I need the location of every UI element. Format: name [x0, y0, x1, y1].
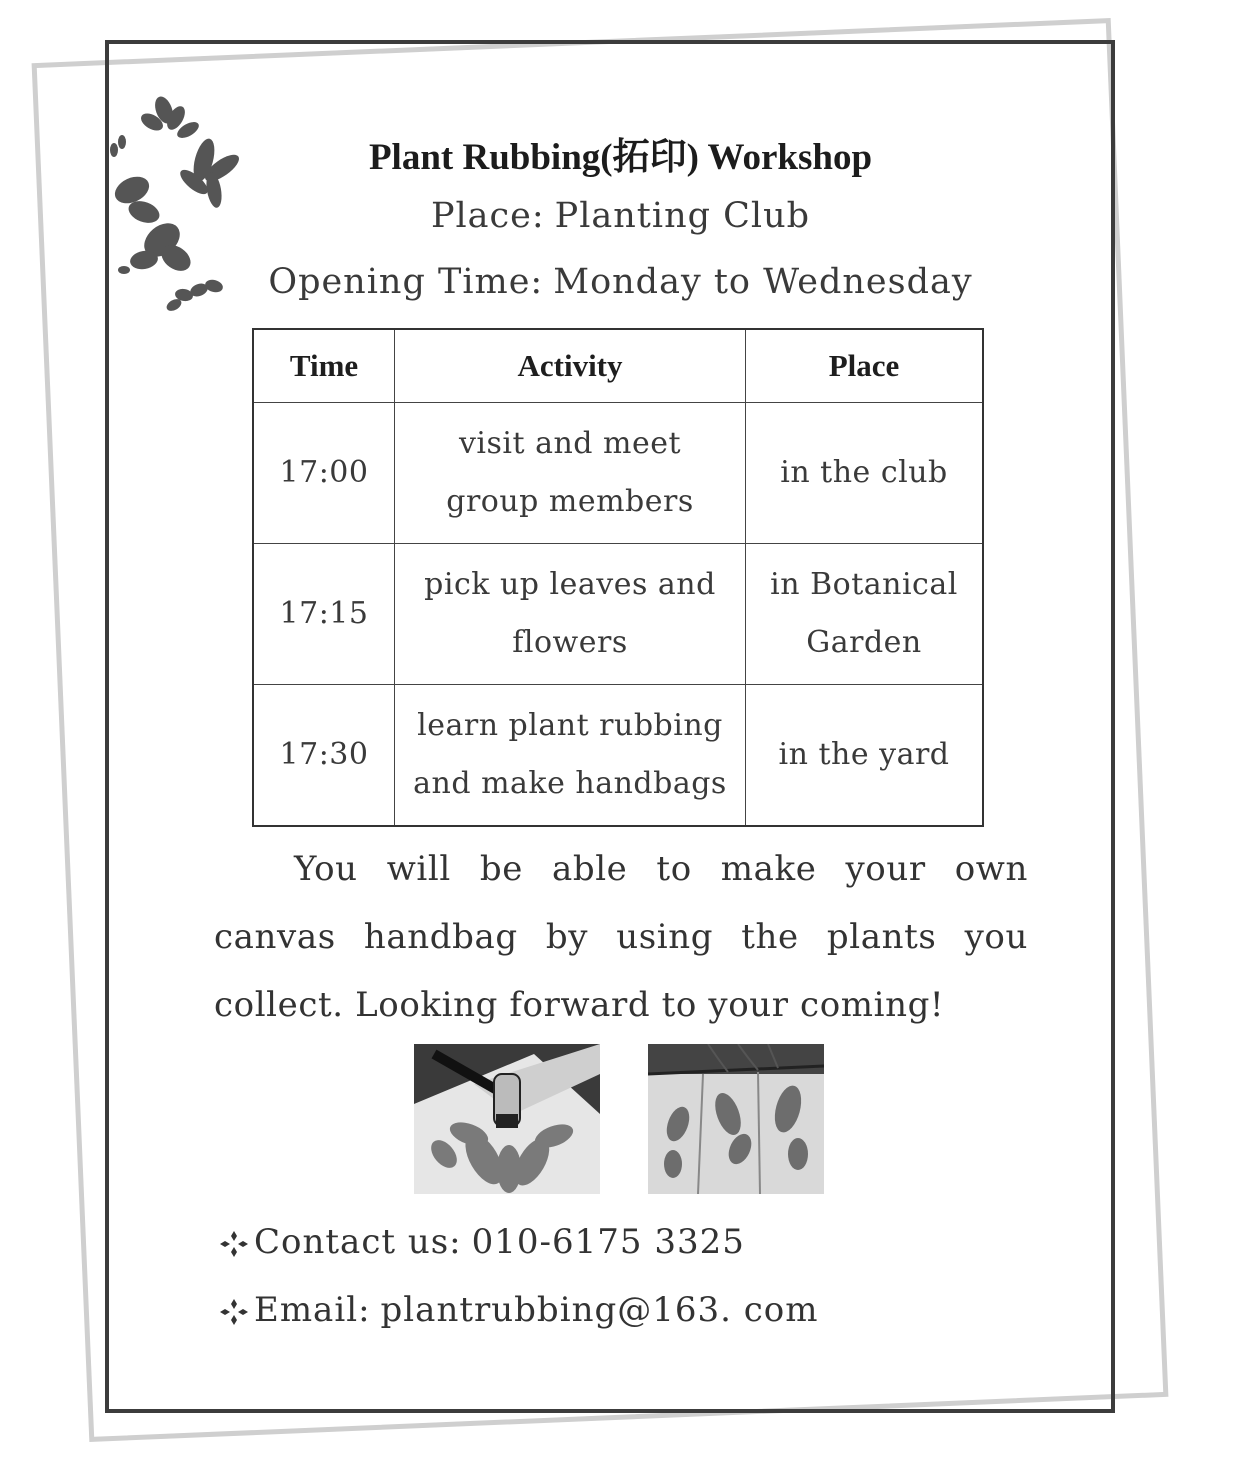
opening-value: Monday to Wednesday: [553, 262, 973, 302]
row-activity: [395, 685, 746, 827]
place-cell-line: in Botanical: [770, 567, 958, 602]
activity-line: learn plant rubbing: [417, 708, 723, 743]
description-paragraph: You will be able to make your own canvas handbag by using the plants you collect. Looking forward to your coming!: [214, 849, 1028, 1025]
row-activity: [395, 403, 746, 544]
row-place: [746, 685, 984, 827]
opening-label: Opening Time:: [268, 262, 544, 302]
handbags-photo: [648, 1044, 824, 1194]
opening-time-line: [0, 262, 1241, 302]
table-row: [253, 544, 983, 685]
page-title: Plant Rubbing(拓印) Workshop: [368, 137, 873, 178]
place-cell-line: Garden: [806, 625, 922, 660]
rubbing-photo: [414, 1044, 600, 1194]
row-time: 17:00: [253, 403, 395, 544]
contact-phone: 010-6175 3325: [471, 1222, 745, 1262]
contact-phone-line: [216, 1222, 745, 1262]
activity-line: pick up leaves and: [424, 567, 716, 602]
header-place: Place: [746, 329, 984, 403]
header-time: Time: [253, 329, 395, 403]
activity-line: group members: [446, 484, 694, 519]
contact-email-line: [216, 1290, 819, 1330]
place-value: Planting Club: [554, 196, 811, 236]
row-activity: [395, 544, 746, 685]
four-dots-icon: [216, 1229, 252, 1259]
email-label: Email:: [254, 1290, 371, 1330]
table-row: [253, 403, 983, 544]
place-cell-line: in the yard: [778, 737, 950, 772]
activity-line: and make handbags: [413, 766, 727, 801]
row-time: 17:15: [253, 544, 395, 685]
four-dots-icon: [216, 1297, 252, 1327]
activity-line: visit and meet: [458, 426, 682, 461]
contact-label: Contact us:: [254, 1222, 462, 1262]
email-address[interactable]: plantrubbing@163. com: [380, 1290, 819, 1330]
place-line: [0, 196, 1241, 236]
schedule-table: [252, 328, 984, 827]
row-time: 17:30: [253, 685, 395, 827]
table-header-row: [253, 329, 983, 403]
activity-line: flowers: [512, 625, 628, 660]
row-place: [746, 403, 984, 544]
row-place: [746, 544, 984, 685]
place-label: Place:: [430, 196, 545, 236]
table-row: [253, 685, 983, 827]
header-activity: Activity: [395, 329, 746, 403]
place-cell-line: in the club: [780, 455, 948, 490]
